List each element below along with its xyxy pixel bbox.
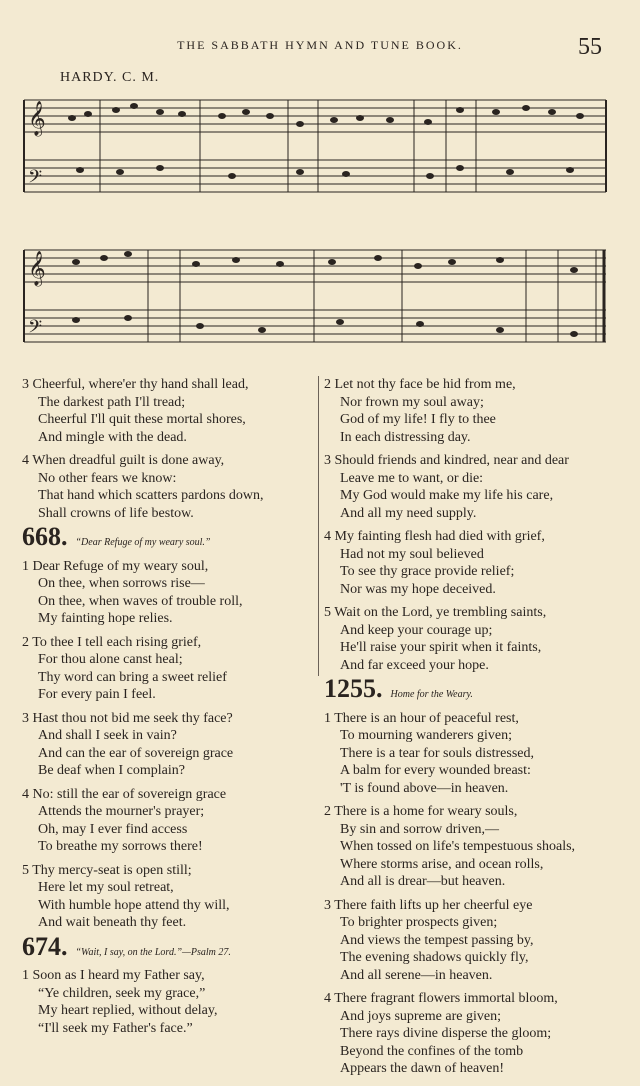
verse-line: And wait beneath thy feet. <box>38 915 187 930</box>
hymn-heading <box>22 931 314 962</box>
verse-line: Be deaf when I complain? <box>38 763 185 778</box>
stanza <box>324 803 620 891</box>
verse-line: Appears the dawn of heaven! <box>340 1061 505 1076</box>
stanza <box>22 634 314 704</box>
verse-line: And views the tempest passing by, <box>340 932 534 948</box>
svg-text:𝄞: 𝄞 <box>28 101 46 136</box>
verse-line: That hand which scatters pardons down, <box>38 488 264 503</box>
stanza <box>22 862 314 932</box>
verse-line: With humble hope attend thy will, <box>38 897 230 913</box>
verse-line: There is a tear for souls distressed, <box>340 745 534 761</box>
right-column <box>324 376 620 1084</box>
verse-line: And all serene—in heaven. <box>340 967 493 983</box>
svg-text:𝄞: 𝄞 <box>28 251 46 286</box>
verse-line: Cheerful I'll quit these mortal shores, <box>38 412 246 427</box>
system-1-treble-staff <box>24 100 606 132</box>
verse-line: And all my need supply. <box>340 505 477 521</box>
stanza <box>324 710 620 798</box>
verse-line: For thou alone canst heal; <box>38 652 183 667</box>
stanza <box>22 710 314 780</box>
verse-line: By sin and sorrow driven,— <box>340 821 500 837</box>
verse-line: To mourning wanderers given; <box>340 728 513 743</box>
verse-line: And mingle with the dead. <box>38 429 187 445</box>
stanza <box>22 452 314 522</box>
verse-line: He'll raise your spirit when it faints, <box>340 640 542 655</box>
verse-line: Leave me to want, or die: <box>340 470 484 486</box>
verse-line: Thy word can bring a sweet relief <box>38 669 227 685</box>
verse-line: To see thy grace provide relief; <box>340 564 515 579</box>
hymn-subtitle: Home for the Weary. <box>390 689 473 700</box>
verse-line: 1 There is an hour of peaceful rest, <box>324 710 519 726</box>
hymn-subtitle: “Dear Refuge of my weary soul.” <box>75 537 211 548</box>
verse-line: When tossed on life's tempestuous shoals, <box>340 839 576 854</box>
verse-line: 3 Hast thou not bid me seek thy face? <box>22 710 233 726</box>
verse-line: The darkest path I'll tread; <box>38 394 186 410</box>
stanza <box>324 604 620 674</box>
verse-line: 3 Should friends and kindred, near and dear <box>324 453 569 468</box>
stanza <box>22 558 314 628</box>
verse-line: Where storms arise, and ocean rolls, <box>340 856 544 872</box>
verse-line: To brighter prospects given; <box>340 915 498 930</box>
verse-line: My God would make my life his care, <box>340 488 554 503</box>
stanza <box>22 786 314 856</box>
verse-line: And all is drear—but heaven. <box>340 874 506 889</box>
hymn-number: 674. <box>22 931 68 961</box>
verse-line: Attends the mourner's prayer; <box>38 804 205 819</box>
music-score <box>0 0 640 370</box>
verse-line: 2 To thee I tell each rising grief, <box>22 634 202 650</box>
verse-line: My fainting hope relies. <box>38 611 173 626</box>
stanza <box>22 376 314 446</box>
left-column <box>22 376 314 1043</box>
verse-line: God of my life! I fly to thee <box>340 412 496 427</box>
system-2-bass-staff <box>24 310 606 342</box>
svg-text:𝄢: 𝄢 <box>28 167 43 192</box>
verse-line: To breathe my sorrows there! <box>38 839 203 854</box>
verse-line: And can the ear of sovereign grace <box>38 745 234 761</box>
verse-line: 1 Dear Refuge of my weary soul, <box>22 558 209 574</box>
verse-line: On thee, when waves of trouble roll, <box>38 593 243 609</box>
verse-line: 2 There is a home for weary souls, <box>324 804 518 819</box>
hymn-heading <box>324 674 620 704</box>
verse-line: Nor was my hope deceived. <box>340 581 496 597</box>
hymn-heading <box>22 522 314 552</box>
stanza <box>324 528 620 598</box>
verse-line: Nor frown my soul away; <box>340 394 484 410</box>
system-2-treble-staff <box>24 250 606 282</box>
hymn-number: 668. <box>22 522 68 551</box>
verse-line: A balm for every wounded breast: <box>340 763 531 778</box>
svg-text:𝄢: 𝄢 <box>28 317 43 342</box>
tune-title: HARDY. C. M. <box>60 70 160 85</box>
note-heads <box>68 103 584 337</box>
verse-line: Beyond the confines of the tomb <box>340 1043 524 1059</box>
verse-line: Had not my soul believed <box>340 546 484 562</box>
column-divider <box>318 376 319 676</box>
verse-line: On thee, when sorrows rise— <box>38 576 205 591</box>
verse-line: 5 Wait on the Lord, ye trembling saints, <box>324 605 547 620</box>
verse-line: 3 There faith lifts up her cheerful eye <box>324 897 533 913</box>
verse-line: 3 Cheerful, where'er thy hand shall lead, <box>22 377 249 392</box>
verse-line: 5 Thy mercy-seat is open still; <box>22 862 192 878</box>
verse-line: And joys supreme are given; <box>340 1008 501 1024</box>
stanza <box>324 452 620 522</box>
verse-line: In each distressing day. <box>340 429 471 445</box>
system-1-bass-staff <box>24 160 606 192</box>
verse-line: Shall crowns of life bestow. <box>38 505 194 521</box>
hymn-subtitle: “Wait, I say, on the Lord.”—Psalm 27. <box>75 946 231 958</box>
verse-line: The evening shadows quickly fly, <box>340 950 529 965</box>
stanza <box>324 990 620 1078</box>
page-number: 55 <box>578 34 602 60</box>
running-head: THE SABBATH HYMN AND TUNE BOOK. <box>177 38 463 52</box>
verse-line: 4 No: still the ear of sovereign grace <box>22 786 227 802</box>
verse-line: “Ye children, seek my grace,” <box>38 985 206 1001</box>
stanza <box>324 376 620 446</box>
verse-line: And shall I seek in vain? <box>38 728 177 743</box>
verse-line: No other fears we know: <box>38 470 177 486</box>
verse-line: Here let my soul retreat, <box>38 880 174 895</box>
verse-line: 2 Let not thy face be hid from me, <box>324 377 516 392</box>
verse-line: “I'll seek my Father's face.” <box>38 1020 193 1036</box>
verse-line: For every pain I feel. <box>38 687 156 702</box>
stanza <box>324 897 620 985</box>
verse-line: 4 My fainting flesh had died with grief, <box>324 529 545 544</box>
verse-line: 1 Soon as I heard my Father say, <box>22 968 205 983</box>
verse-line: And far exceed your hope. <box>340 657 489 673</box>
verse-line: 4 When dreadful guilt is done away, <box>22 453 225 468</box>
verse-line: And keep your courage up; <box>340 622 493 638</box>
hymn-number: 1255. <box>324 674 383 703</box>
verse-line: 'T is found above—in heaven. <box>340 780 509 796</box>
verse-line: 4 There fragrant flowers immortal bloom, <box>324 991 558 1006</box>
stanza <box>22 967 314 1037</box>
verse-line: There rays divine disperse the gloom; <box>340 1026 552 1041</box>
verse-line: My heart replied, without delay, <box>38 1003 218 1018</box>
verse-line: Oh, may I ever find access <box>38 821 188 837</box>
